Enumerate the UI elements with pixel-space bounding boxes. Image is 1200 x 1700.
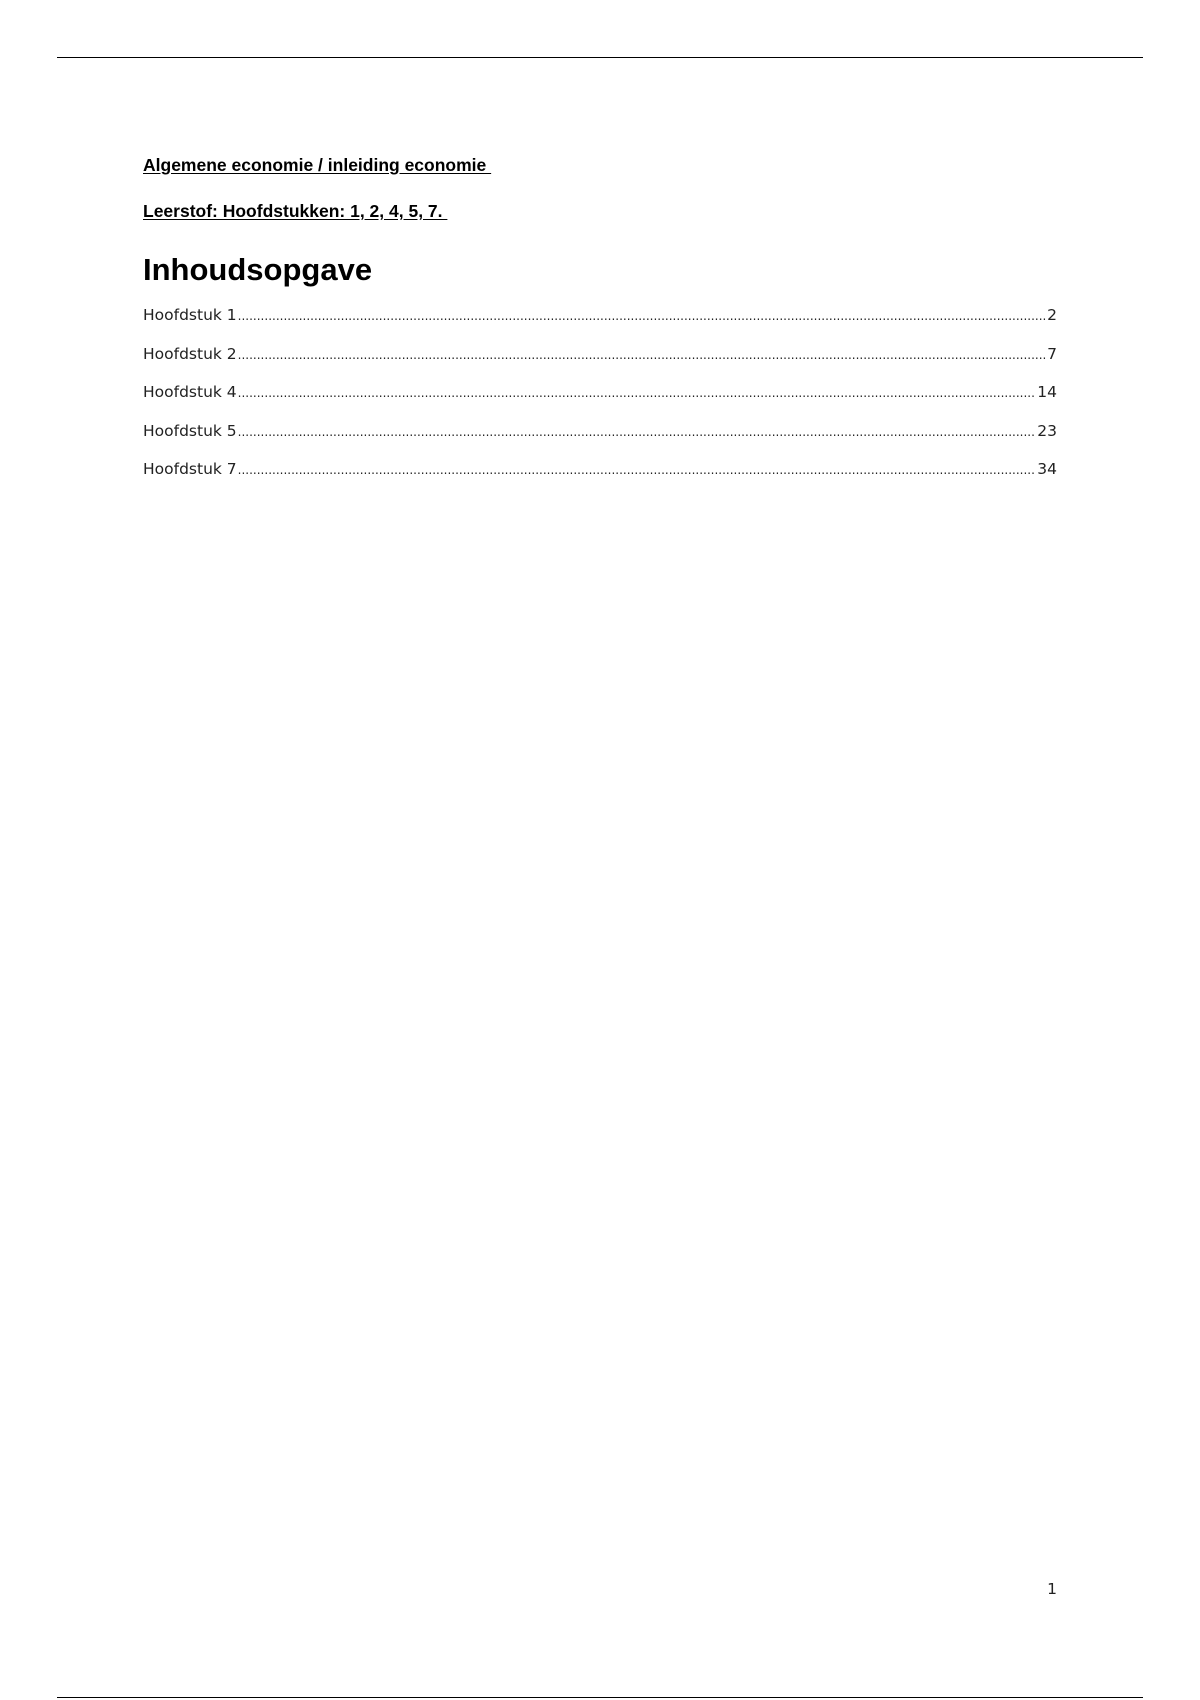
toc-entry[interactable] <box>143 306 1057 345</box>
toc-entry[interactable] <box>143 383 1057 422</box>
page-number: 1 <box>1047 1580 1057 1598</box>
toc-entry-label: Hoofdstuk 1 <box>143 306 237 324</box>
table-of-contents <box>143 306 1057 499</box>
toc-entry-page: 34 <box>1037 460 1057 478</box>
header-rule <box>57 57 1143 58</box>
toc-entry[interactable] <box>143 460 1057 499</box>
toc-dot-leader <box>238 345 1046 363</box>
toc-entry-page: 2 <box>1047 306 1057 324</box>
footer-rule <box>57 1697 1143 1698</box>
toc-dot-leader <box>238 460 1037 478</box>
toc-dot-leader <box>238 422 1037 440</box>
toc-entry-page: 14 <box>1037 383 1057 401</box>
toc-dot-leader <box>238 383 1037 401</box>
toc-entry-label: Hoofdstuk 2 <box>143 344 237 363</box>
toc-heading: Inhoudsopgave <box>143 252 373 287</box>
toc-entry[interactable] <box>143 422 1057 461</box>
toc-dot-leader <box>238 306 1046 324</box>
toc-entry[interactable] <box>143 345 1057 384</box>
toc-entry-label: Hoofdstuk 5 <box>143 421 237 440</box>
syllabus-line: Leerstof: Hoofdstukken: 1, 2, 4, 5, 7. <box>143 201 448 221</box>
toc-entry-page: 7 <box>1047 344 1057 363</box>
toc-entry-label: Hoofdstuk 7 <box>143 460 237 478</box>
toc-entry-label: Hoofdstuk 4 <box>143 383 237 401</box>
course-title: Algemene economie / inleiding economie <box>143 155 492 175</box>
toc-entry-page: 23 <box>1037 421 1057 440</box>
